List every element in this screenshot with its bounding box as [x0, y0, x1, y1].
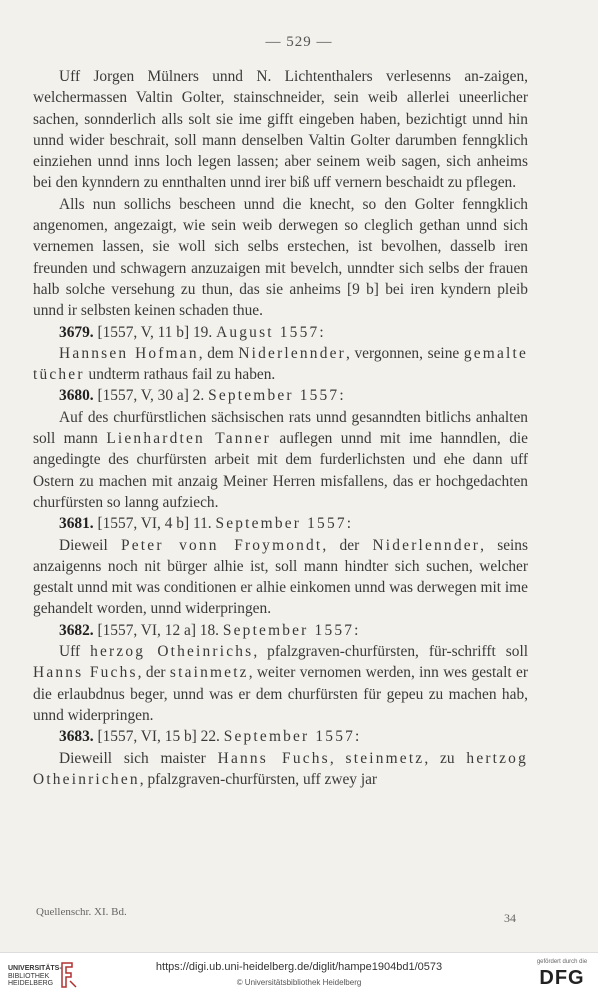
dfg-logo: DFG — [539, 967, 585, 989]
funding-note: gefördert durch die — [536, 959, 588, 965]
spaced-name: Niderlennder — [238, 344, 346, 362]
entry-heading — [33, 513, 528, 534]
text-run: undterm rathaus fail zu haben. — [84, 366, 276, 384]
spaced-name: hertzog Otheinrichen — [33, 749, 528, 788]
logo-line: BIBLIOTHEK — [8, 972, 50, 980]
spaced-name: steinmetz — [345, 749, 425, 767]
entry-text — [33, 407, 528, 513]
document-url-link[interactable]: https://digi.ub.uni-heidelberg.de/diglit/hampe1904bd1/0573 — [155, 961, 443, 973]
spaced-name: Peter vonn Froymondt — [121, 536, 323, 554]
entry-text — [33, 641, 528, 726]
entry-heading — [33, 726, 528, 747]
text-run: Uff — [59, 643, 91, 661]
entry-text — [33, 343, 528, 386]
footer-signature: Quellenschr. XI. Bd. — [36, 906, 127, 918]
entry-date: September 1557: — [208, 387, 346, 405]
text-run: , der — [137, 664, 170, 682]
text-run: , dem — [198, 344, 239, 362]
entry-number: 3683. — [59, 728, 94, 746]
spaced-name: Hanns Fuchs — [33, 664, 138, 682]
text-run: Dieweill sich maister — [59, 749, 218, 767]
text-run: , der — [322, 536, 373, 554]
spaced-name: Niderlennder — [372, 536, 481, 554]
copyright-text: © Universitätsbibliothek Heidelberg — [236, 978, 362, 987]
entry-number: 3682. — [59, 621, 94, 639]
text-run: , pfalzgraven-churfürsten, für-schrifft soll — [253, 643, 528, 661]
entry-date: September 1557: — [222, 621, 361, 639]
entry-text — [33, 748, 528, 791]
entry-reference: [1557, VI, 12 a] 18. — [93, 621, 223, 639]
entry-date: September 1557: — [215, 515, 354, 533]
entry-reference: [1557, V, 30 a] 2. — [93, 387, 209, 405]
entry-text — [33, 535, 528, 620]
entry-heading — [33, 322, 528, 343]
text-run: Auf des churfürstlichen sächsischen rats unnd gesanndten bitlichs anhalten soll mann — [33, 408, 528, 448]
page-body — [33, 66, 528, 790]
text-run: Dieweil — [59, 536, 122, 554]
entry-heading — [33, 385, 528, 406]
text-run: , zu — [424, 749, 467, 767]
text-run: , — [329, 749, 346, 767]
paragraph: Uff Jorgen Mülners unnd N. Lichtenthalers verlesenns an-zaigen, welchermassen Valtin Golter, stainschneider, sein weib allerlei uneerlicher sachen, sonnderlich alls solt sie ime gifft eingeben haben, bezichtigt unnd hin unnd wider beschrait, soll mann denselben Valtin Golter darumben fenngklich einziehen unnd inns loch legen lassen; aber seinem weib sagen, sich anheims bei den kynndern zu ennthalten unnd irer biß uff vernern beschaidt zu pflegen. — [33, 68, 528, 192]
viewer-footer-bar — [0, 952, 598, 996]
spaced-name: Hanns Fuchs — [217, 749, 330, 767]
entry-heading — [33, 620, 528, 641]
entry-reference: [1557, V, 11 b] 19. — [93, 323, 217, 341]
text-run: , vergonnen, seine — [345, 344, 464, 362]
spaced-name: gemalte tücher — [33, 344, 528, 384]
entry-date: September 1557: — [223, 728, 362, 746]
entry-reference: [1557, VI, 4 b] 11. — [93, 515, 216, 533]
spaced-name: Hannsen Hofman — [59, 344, 199, 362]
text-run: , weiter vernomen werden, inn wes gestalt er die erlaubdnus beger, unnd was er dem churfürsten für gepeu zu machen hab, unnd widerpringen. — [33, 664, 528, 724]
spaced-name: stainmetz — [169, 664, 249, 682]
text-run: auflegen unnd mit ime hanndlen, die angedingte des churfürsten arbeit mit dem furderlichsten und ehe dann uff Ostern zu machen mit anzaig Meiner Herren misfallens, das er hochgedachten churfürsten so lanng aufziech. — [33, 430, 528, 511]
spaced-name: herzog Otheinrichs — [90, 643, 254, 661]
paragraph: Alls nun sollichs bescheen unnd die knecht, so den Golter fenngklich angenomen, angezaigt, wie sein weib derwegen so cleglich gethan unnd sich vernemen lassen, sie woll sich selbs erstechen, ist bevolhen, dasselb iren freunden und schwagern anzuzaigen mit bevelch, unndter sich selbs der frauen halb solche versehung zu thun, das sie anheims [9 b] bei iren kyndern pleib unnd ir selbsten keinen schaden thue. — [33, 195, 528, 320]
text-run: , pfalzgraven-churfürsten, uff zwey jar — [139, 770, 378, 788]
footer-sheet-number: 34 — [504, 911, 516, 925]
entry-number: 3680. — [59, 387, 94, 405]
text-run: , seins anzaigenns noch nit bürger alhie ist, soll mann hindter sich suchen, welcher gestalt unnd mit was conditionen er alhie einkomen unnd was derwegen mit ime gehandelt worden, unnd widerpringen. — [33, 536, 528, 618]
page-number-header: — 529 — — [265, 34, 333, 50]
logo-line: UNIVERSITÄTS- — [8, 965, 62, 972]
entry-date: August 1557: — [216, 323, 326, 341]
logo-line: HEIDELBERG — [8, 980, 54, 987]
spaced-name: Lienhardten Tanner — [106, 430, 271, 448]
entries-list — [33, 322, 528, 791]
entry-number: 3681. — [59, 515, 94, 533]
entry-reference: [1557, VI, 15 b] 22. — [93, 728, 224, 746]
entry-number: 3679. — [59, 323, 94, 341]
